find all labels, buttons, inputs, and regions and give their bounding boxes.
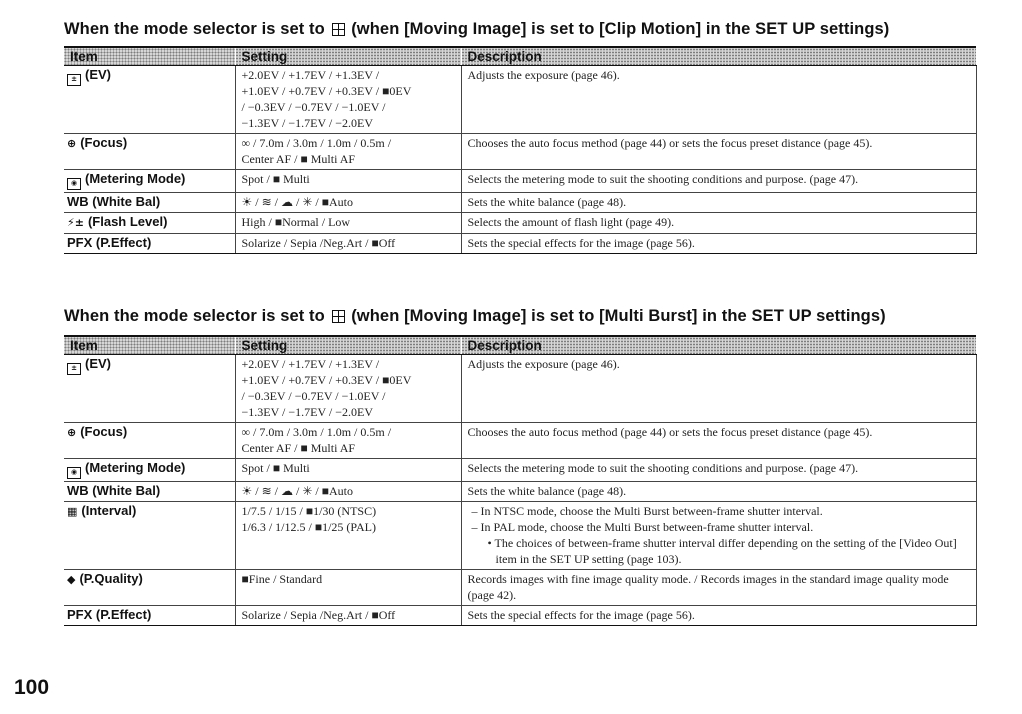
item-cell bbox=[64, 606, 235, 626]
table-row bbox=[64, 213, 976, 234]
setting-line: / −0.3EV / −0.7EV / −1.0EV / bbox=[241, 100, 386, 114]
description-bullet: – In PAL mode, choose the Multi Burst between-frame shutter interval. bbox=[471, 520, 814, 534]
setting-line: Solarize / Sepia /Neg.Art / ■Off bbox=[241, 236, 396, 250]
page-number: 100 bbox=[14, 676, 50, 699]
description-text: Sets the special effects for the image (page 56). bbox=[467, 236, 695, 250]
movie-mode-icon bbox=[332, 310, 345, 323]
metering-icon: ◉ bbox=[67, 467, 81, 479]
heading-text: (when [Moving Image] is set to [Clip Motion] in the SET UP settings) bbox=[346, 20, 890, 38]
item-label: (Focus) bbox=[80, 135, 128, 150]
setting-line: +1.0EV / +0.7EV / +0.3EV / ■0EV bbox=[241, 373, 412, 387]
setting-line: −1.3EV / −1.7EV / −2.0EV bbox=[241, 116, 374, 130]
item-cell bbox=[64, 193, 235, 213]
column-header-description: Description bbox=[461, 47, 976, 66]
description-cell bbox=[461, 66, 976, 134]
item-cell bbox=[64, 134, 235, 170]
table-row bbox=[64, 134, 976, 170]
setting-cell bbox=[235, 66, 461, 134]
description-cell bbox=[461, 606, 976, 626]
item-label: (EV) bbox=[85, 356, 111, 371]
table-header-row bbox=[64, 336, 976, 355]
item-cell bbox=[64, 570, 235, 606]
setting-line: 1/7.5 / 1/15 / ■1/30 (NTSC) bbox=[241, 504, 377, 518]
setting-line: +2.0EV / +1.7EV / +1.3EV / bbox=[241, 68, 380, 82]
setting-cell bbox=[235, 170, 461, 193]
setting-line: 1/6.3 / 1/12.5 / ■1/25 (PAL) bbox=[241, 520, 376, 534]
table-row bbox=[64, 570, 976, 606]
setting-line: +2.0EV / +1.7EV / +1.3EV / bbox=[241, 357, 380, 371]
item-label: (Flash Level) bbox=[87, 214, 168, 229]
description-text: Sets the special effects for the image (page 56). bbox=[467, 608, 695, 622]
table-header-row bbox=[64, 47, 976, 66]
description-text: Selects the amount of flash light (page 49). bbox=[467, 215, 675, 229]
table-row bbox=[64, 234, 976, 254]
interval-icon: ▦ bbox=[67, 505, 78, 518]
column-header-setting: Setting bbox=[235, 47, 461, 66]
description-text: Sets the white balance (page 48). bbox=[467, 195, 627, 209]
column-header-setting: Setting bbox=[235, 336, 461, 355]
settings-table bbox=[64, 335, 977, 626]
item-label: WB (White Bal) bbox=[67, 194, 161, 209]
description-bullet: – In NTSC mode, choose the Multi Burst between-frame shutter interval. bbox=[471, 504, 823, 518]
item-label: (P.Quality) bbox=[79, 571, 143, 586]
exposure-icon: ± bbox=[67, 363, 81, 375]
table-row bbox=[64, 502, 976, 570]
table-row bbox=[64, 482, 976, 502]
description-cell bbox=[461, 482, 976, 502]
heading-text: When the mode selector is set to bbox=[64, 307, 330, 325]
description-text: Selects the metering mode to suit the shooting conditions and purpose. (page 47). bbox=[467, 172, 859, 186]
setting-cell bbox=[235, 134, 461, 170]
heading-text: When the mode selector is set to bbox=[64, 20, 330, 38]
setting-cell bbox=[235, 459, 461, 482]
setting-cell bbox=[235, 213, 461, 234]
item-label: PFX (P.Effect) bbox=[67, 607, 152, 622]
table-row bbox=[64, 193, 976, 213]
setting-line: ∞ / 7.0m / 3.0m / 1.0m / 0.5m / bbox=[241, 136, 392, 150]
description-text: Adjusts the exposure (page 46). bbox=[467, 357, 620, 371]
item-cell bbox=[64, 66, 235, 134]
description-cell bbox=[461, 355, 976, 423]
setting-cell bbox=[235, 193, 461, 213]
metering-icon: ◉ bbox=[67, 178, 81, 190]
setting-line: / −0.3EV / −0.7EV / −1.0EV / bbox=[241, 389, 386, 403]
setting-cell bbox=[235, 606, 461, 626]
item-label: WB (White Bal) bbox=[67, 483, 161, 498]
item-cell bbox=[64, 459, 235, 482]
setting-line: ☀ / ≋ / ☁ / ✳ / ■Auto bbox=[241, 484, 353, 498]
heading-text: (when [Moving Image] is set to [Multi Burst] in the SET UP settings) bbox=[346, 307, 886, 325]
table-row bbox=[64, 606, 976, 626]
item-cell bbox=[64, 213, 235, 234]
settings-table bbox=[64, 46, 977, 254]
table-row bbox=[64, 170, 976, 193]
table-row bbox=[64, 355, 976, 423]
item-cell bbox=[64, 423, 235, 459]
table-row bbox=[64, 66, 976, 134]
description-cell bbox=[461, 134, 976, 170]
column-header-item: Item bbox=[64, 336, 235, 355]
description-cell bbox=[461, 234, 976, 254]
quality-icon: ◆ bbox=[67, 573, 76, 586]
description-note: • The choices of between-frame shutter interval differ depending on the setting of the [Video Out] item in the SET UP setting (page 103). bbox=[487, 536, 957, 566]
table-row bbox=[64, 459, 976, 482]
setting-line: ∞ / 7.0m / 3.0m / 1.0m / 0.5m / bbox=[241, 425, 392, 439]
setting-cell bbox=[235, 234, 461, 254]
description-cell bbox=[461, 502, 976, 570]
setting-line: ☀ / ≋ / ☁ / ✳ / ■Auto bbox=[241, 195, 353, 209]
description-text: Selects the metering mode to suit the shooting conditions and purpose. (page 47). bbox=[467, 461, 859, 475]
description-text: Records images with fine image quality mode. / Records images in the standard image quality mode (page 42). bbox=[467, 572, 949, 602]
description-text: Adjusts the exposure (page 46). bbox=[467, 68, 620, 82]
column-header-description: Description bbox=[461, 336, 976, 355]
item-label: (EV) bbox=[85, 67, 111, 82]
section-heading bbox=[64, 307, 886, 326]
setting-cell bbox=[235, 570, 461, 606]
item-label: (Interval) bbox=[81, 503, 137, 518]
item-label: (Focus) bbox=[80, 424, 128, 439]
setting-cell bbox=[235, 423, 461, 459]
description-text: Sets the white balance (page 48). bbox=[467, 484, 627, 498]
focus-icon: ⊕ bbox=[67, 137, 77, 150]
setting-line: Center AF / ■ Multi AF bbox=[241, 441, 356, 455]
item-cell bbox=[64, 170, 235, 193]
setting-line: −1.3EV / −1.7EV / −2.0EV bbox=[241, 405, 374, 419]
description-cell bbox=[461, 193, 976, 213]
table-row bbox=[64, 423, 976, 459]
description-cell bbox=[461, 459, 976, 482]
setting-line: Center AF / ■ Multi AF bbox=[241, 152, 356, 166]
setting-line: Spot / ■ Multi bbox=[241, 172, 310, 186]
description-cell bbox=[461, 570, 976, 606]
setting-cell bbox=[235, 355, 461, 423]
setting-cell bbox=[235, 502, 461, 570]
column-header-item: Item bbox=[64, 47, 235, 66]
description-cell bbox=[461, 170, 976, 193]
setting-line: Solarize / Sepia /Neg.Art / ■Off bbox=[241, 608, 396, 622]
setting-line: High / ■Normal / Low bbox=[241, 215, 351, 229]
description-text: Chooses the auto focus method (page 44) or sets the focus preset distance (page 45). bbox=[467, 136, 873, 150]
item-cell bbox=[64, 502, 235, 570]
item-cell bbox=[64, 355, 235, 423]
setting-line: Spot / ■ Multi bbox=[241, 461, 310, 475]
setting-line: +1.0EV / +0.7EV / +0.3EV / ■0EV bbox=[241, 84, 412, 98]
item-cell bbox=[64, 234, 235, 254]
item-label: (Metering Mode) bbox=[85, 460, 186, 475]
item-cell bbox=[64, 482, 235, 502]
description-cell bbox=[461, 423, 976, 459]
focus-icon: ⊕ bbox=[67, 426, 77, 439]
description-cell bbox=[461, 213, 976, 234]
movie-mode-icon bbox=[332, 23, 345, 36]
item-label: (Metering Mode) bbox=[85, 171, 186, 186]
flash-level-icon: ⚡± bbox=[67, 216, 84, 229]
setting-line: ■Fine / Standard bbox=[241, 572, 323, 586]
setting-cell bbox=[235, 482, 461, 502]
exposure-icon: ± bbox=[67, 74, 81, 86]
item-label: PFX (P.Effect) bbox=[67, 235, 152, 250]
description-text: Chooses the auto focus method (page 44) or sets the focus preset distance (page 45). bbox=[467, 425, 873, 439]
section-heading bbox=[64, 20, 889, 39]
